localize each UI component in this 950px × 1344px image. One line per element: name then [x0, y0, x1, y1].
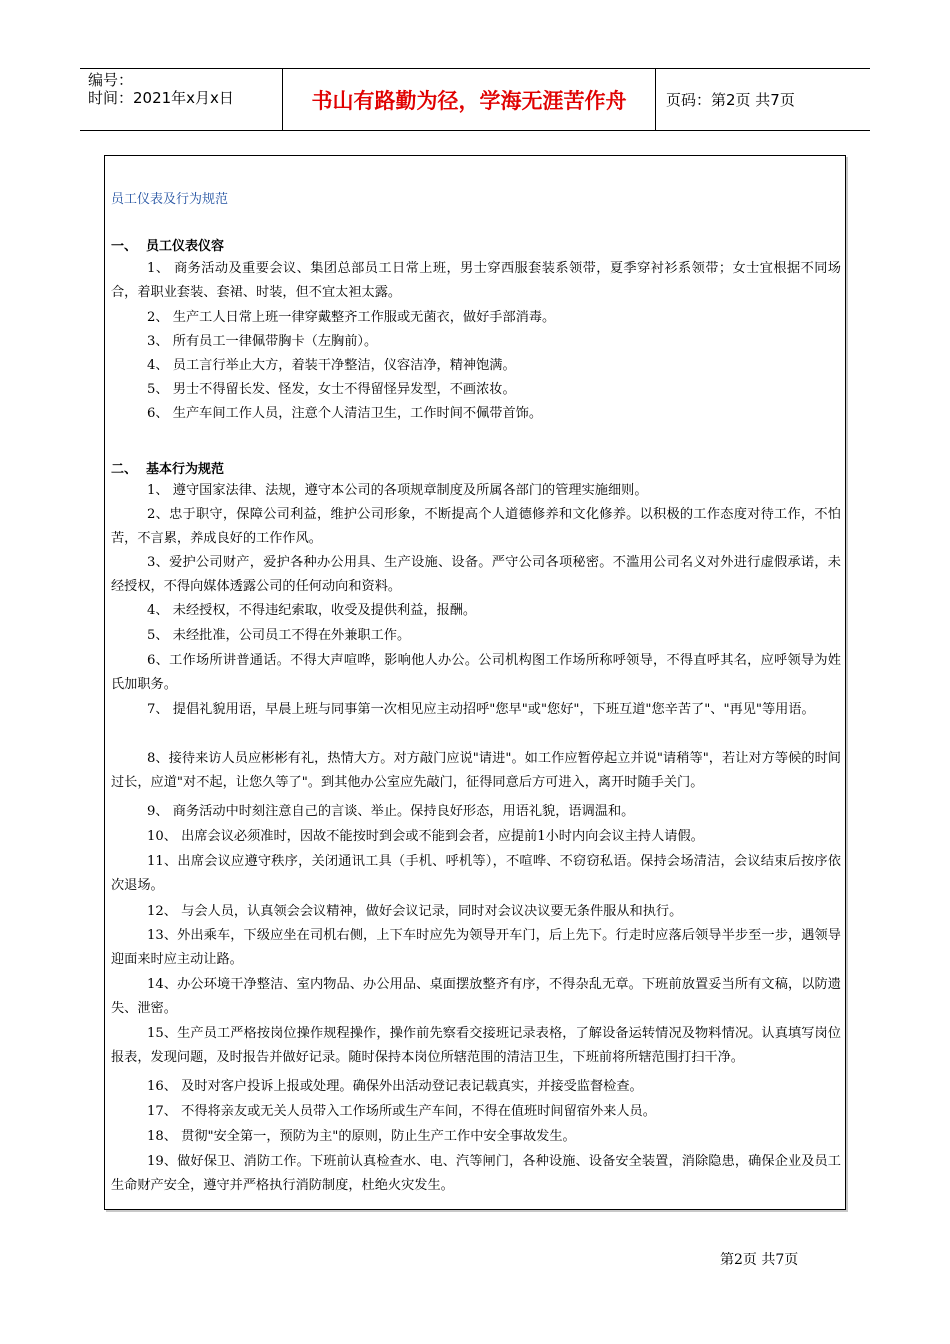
page-header: [80, 68, 870, 131]
section2-item-19: 19、做好保卫、消防工作。下班前认真检查水、电、汽等闸门，各种设施、设备安全装置，消除隐患，确保企业及员工生命财产安全，遵守并严格执行消防制度，杜绝火灾发生。: [111, 1154, 841, 1193]
section2-item-14: 14、办公环境干净整洁、室内物品、办公用品、桌面摆放整齐有序，不得杂乱无章。下班前放置妥当所有文稿，以防遗失、泄密。: [111, 977, 841, 1016]
section2-item-10: 10、 出席会议必须准时，因故不能按时到会或不能到会者，应提前1小时内向会议主持人请假。: [147, 829, 704, 844]
section2-item-4: 4、 未经授权，不得违纪索取，收受及提供利益，报酬。: [147, 603, 477, 618]
section2-item-13: 13、外出乘车，下级应坐在司机右侧，上下车时应先为领导开车门，后上先下。行走时应落后领导半步至一步，遇领导迎面来时应主动让路。: [111, 928, 841, 967]
section2-item-1: 1、 遵守国家法律、法规，遵守本公司的各项规章制度及所属各部门的管理实施细则。: [147, 483, 648, 498]
section2-item-2: 2、忠于职守，保障公司利益，维护公司形象，不断提高个人道德修养和文化修养。以积极的工作态度对待工作，不怕苦，不言累，养成良好的工作作风。: [111, 507, 841, 546]
section2-heading: 二、 基本行为规范: [111, 462, 225, 477]
section2-item-12: 12、 与会人员，认真领会会议精神，做好会议记录，同时对会议决议要无条件服从和执行。: [147, 904, 683, 919]
section1-heading: 一、 员工仪表仪容: [111, 239, 225, 254]
section2-item-5: 5、 未经批准，公司员工不得在外兼职工作。: [147, 628, 411, 643]
section1-item-4: 4、 员工言行举止大方，着装干净整洁，仪容洁净，精神饱满。: [147, 358, 516, 373]
section1-item-3: 3、 所有员工一律佩带胸卡（左胸前）。: [147, 334, 378, 349]
section2-item-17: 17、 不得将亲友或无关人员带入工作场所或生产车间，不得在值班时间留宿外来人员。: [147, 1104, 656, 1119]
section2-item-9: 9、 商务活动中时刻注意自己的言谈、举止。保持良好形态，用语礼貌，语调温和。: [147, 804, 635, 819]
header-motto: 书山有路勤为径，学海无涯苦作舟: [282, 69, 656, 130]
section1-item-2: 2、 生产工人日常上班一律穿戴整齐工作服或无菌衣，做好手部消毒。: [147, 310, 556, 325]
time-label: 时间：2021年x月x日: [88, 89, 234, 107]
section2-item-15: 15、生产员工严格按岗位操作规程操作，操作前先察看交接班记录表格，了解设备运转情况及物料情况。认真填写岗位报表，发现问题，及时报告并做好记录。随时保持本岗位所辖范围的清洁卫生，下班前将所辖范围打扫干净。: [111, 1026, 841, 1065]
section1-item-5: 5、 男士不得留长发、怪发，女士不得留怪异发型，不画浓妆。: [147, 382, 516, 397]
section2-item-6: 6、工作场所讲普通话。不得大声喧哗，影响他人办公。公司机构图工作场所称呼领导，不得直呼其名，应呼领导为姓氏加职务。: [111, 653, 841, 692]
section2-item-16: 16、 及时对客户投诉上报或处理。确保外出活动登记表记载真实，并接受监督检查。: [147, 1079, 643, 1094]
number-label: 编号：: [88, 71, 134, 89]
section1-item-6: 6、 生产车间工作人员，注意个人清洁卫生，工作时间不佩带首饰。: [147, 406, 543, 421]
header-left-cell: [80, 69, 282, 130]
section2-item-8: 8、接待来访人员应彬彬有礼，热情大方。对方敲门应说"请进"。如工作应暂停起立并说"请稍等"，若让对方等候的时间过长，应道"对不起，让您久等了"。到其他办公室应先敲门，征得同意后方可进入，离开时随手关门。: [111, 751, 841, 790]
section2-item-7: 7、 提倡礼貌用语，早晨上班与同事第一次相见应主动招呼"您早"或"您好"，下班互道"您辛苦了"、"再见"等用语。: [147, 702, 815, 717]
content-box: [104, 155, 846, 1210]
section2-item-18: 18、 贯彻"安全第一，预防为主"的原则，防止生产工作中安全事故发生。: [147, 1129, 576, 1144]
header-page-code: 页码：第2页 共7页: [666, 91, 795, 109]
document-title: 员工仪表及行为规范: [111, 192, 229, 207]
section1-item-1: 1、 商务活动及重要会议、集团总部员工日常上班，男士穿西服套装系领带，夏季穿衬衫系领带；女士宜根据不同场合，着职业套装、套裙、时装，但不宜太袒太露。: [111, 261, 841, 300]
section2-item-3: 3、爱护公司财产，爱护各种办公用具、生产设施、设备。严守公司各项秘密。不滥用公司名义对外进行虚假承诺，未经授权，不得向媒体透露公司的任何动向和资料。: [111, 555, 841, 594]
page-footer: 第2页 共7页: [720, 1252, 799, 1268]
section2-item-11: 11、出席会议应遵守秩序，关闭通讯工具（手机、呼机等），不喧哗、不窃窃私语。保持会场清洁，会议结束后按序依次退场。: [111, 854, 841, 893]
